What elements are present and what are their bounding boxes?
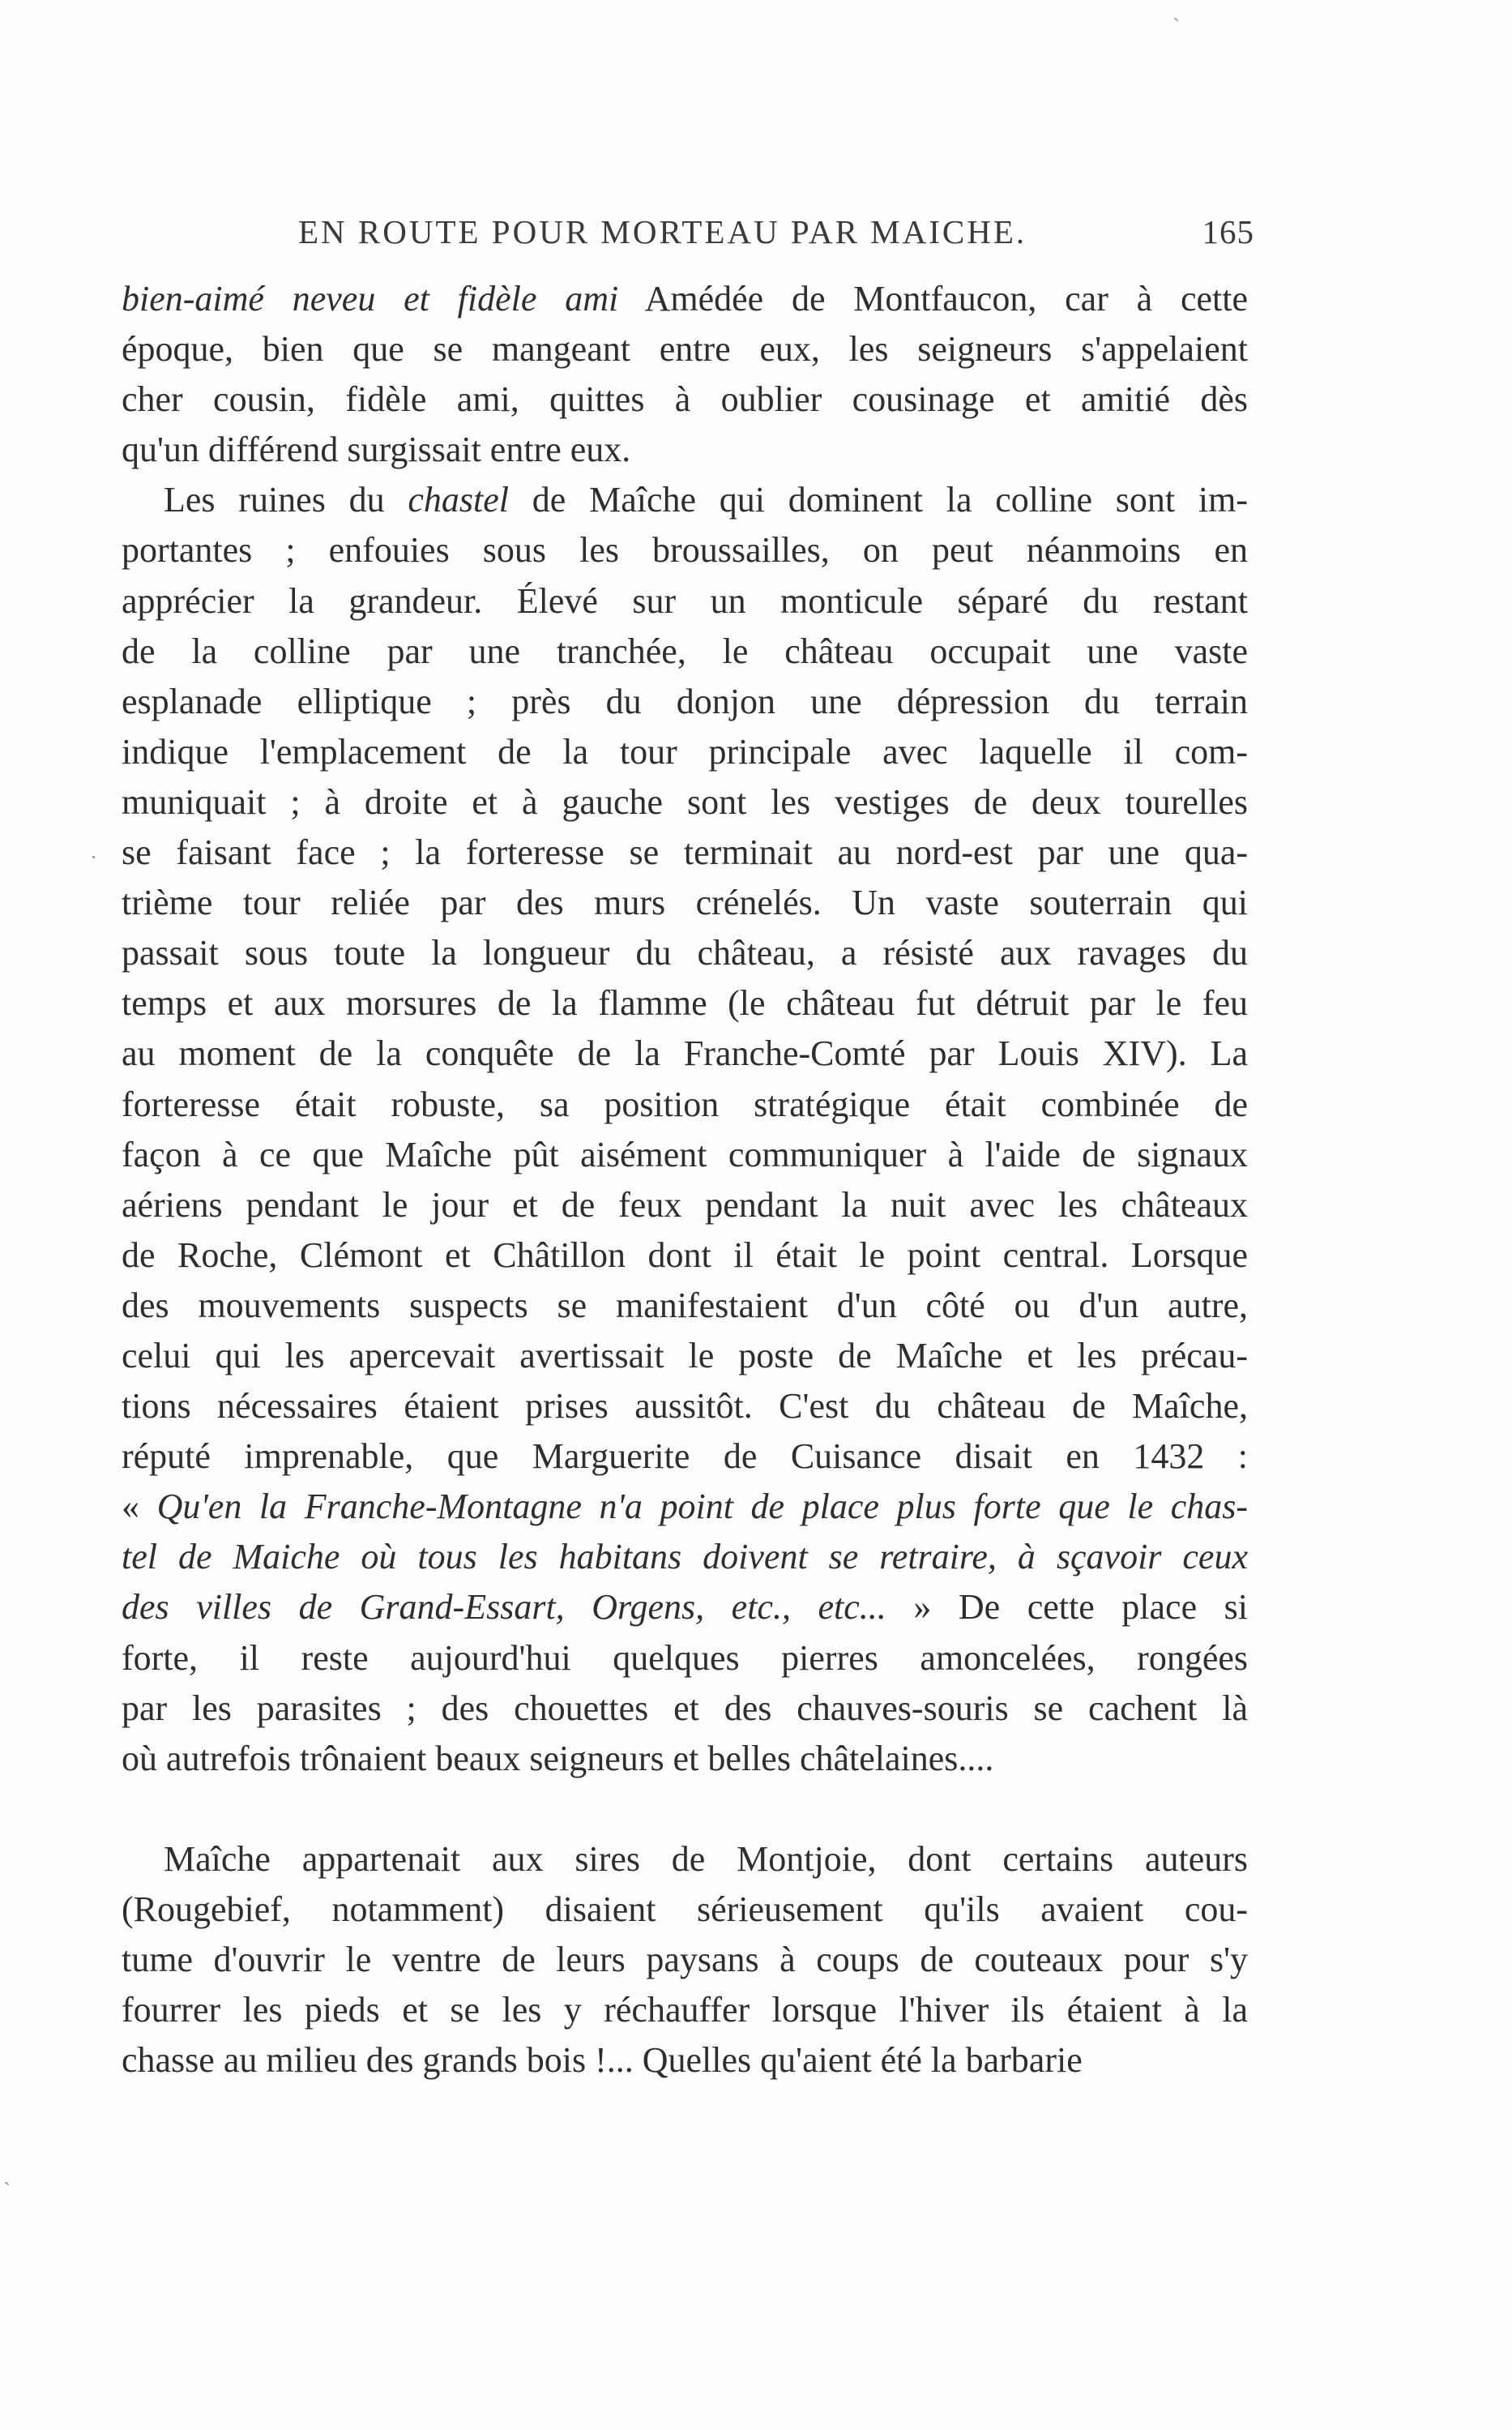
text-run: Amédée de Montfaucon, car à cette	[618, 279, 1249, 319]
text-run: de Maîche qui dominent la colline sont im-	[509, 480, 1249, 520]
italic-text: Qu'en la Franche-Montagne n'a point de place plus forte que le chas-	[156, 1487, 1249, 1527]
text-run: forteresse était robuste, sa position stratégique était combinée de	[122, 1084, 1248, 1124]
text-line	[122, 1935, 1248, 1985]
text-run: portantes ; enfouies sous les broussailles, on peut néanmoins en	[122, 530, 1248, 571]
text-run: » De cette place si	[886, 1587, 1248, 1628]
text-run: tume d'ouvrir le ventre de leurs paysans à coups de couteaux pour s'y	[122, 1940, 1248, 1979]
text-run: par les parasites ; des chouettes et des chauves-souris se cachent là	[122, 1688, 1248, 1728]
text-run: façon à ce que Maîche pût aisément communiquer à l'aide de signaux	[122, 1134, 1248, 1174]
text-run: se faisant face ; la forteresse se terminait au nord-est par une qua-	[122, 832, 1248, 873]
text-run: réputé imprenable, que Marguerite de Cuisance disait en 1432 :	[122, 1436, 1248, 1477]
margin-tick-mark: .	[91, 839, 96, 864]
text-line	[122, 677, 1248, 727]
text-run: époque, bien que se mangeant entre eux, les seigneurs s'appelaient	[122, 329, 1248, 370]
text-line	[122, 1482, 1248, 1532]
text-line	[122, 1633, 1248, 1683]
text-run: des mouvements suspects se manifestaient d'un côté ou d'un autre,	[122, 1285, 1248, 1325]
text-run: tions nécessaires étaient prises aussitôt. C'est du château de Maîche,	[122, 1386, 1248, 1427]
text-line	[122, 525, 1248, 575]
text-run: muniquait ; à droite et à gauche sont les vestiges de deux tourelles	[122, 781, 1248, 822]
text-line	[122, 1431, 1248, 1482]
text-run: passait sous toute la longueur du château, a résisté aux ravages du	[122, 933, 1248, 973]
text-run: indique l'emplacement de la tour principale avec laquelle il com-	[122, 731, 1248, 772]
text-line	[122, 928, 1248, 978]
text-line	[122, 576, 1248, 627]
paragraph-gap	[122, 1784, 1248, 1834]
text-run: celui qui les apercevait avertissait le poste de Maîche et les précau-	[122, 1335, 1248, 1375]
text-run: où autrefois trônaient beaux seigneurs et belles châtelaines....	[122, 1738, 994, 1778]
italic-text: tel de Maiche où tous les habitans doivent se retraire, à sçavoir ceux	[122, 1537, 1248, 1577]
text-line	[122, 1180, 1248, 1230]
text-line	[122, 627, 1248, 677]
margin-tick-mark: ˋ	[3, 2179, 11, 2204]
text-run: cher cousin, fidèle ami, quittes à oublier cousinage et amitié dès	[122, 379, 1248, 420]
text-run: trième tour reliée par des murs crénelés. Un vaste souterrain qui	[122, 883, 1248, 923]
page-number: 165	[1202, 213, 1254, 250]
text-line	[122, 1029, 1248, 1079]
text-run: «	[122, 1487, 157, 1527]
italic-text: chastel	[408, 480, 510, 520]
italic-text: des villes de Grand-Essart, Orgens, etc., etc...	[122, 1587, 886, 1628]
text-run: au moment de la conquête de la Franche-Comté par Louis XIV). La	[122, 1033, 1248, 1074]
text-run: forte, il reste aujourd'hui quelques pierres amoncelées, rongées	[122, 1637, 1248, 1678]
text-line	[122, 425, 1248, 475]
text-run: Les ruines du	[164, 480, 408, 520]
running-title: EN ROUTE POUR MORTEAU PAR MAICHE.	[298, 213, 1027, 250]
text-run: Maîche appartenait aux sires de Montjoie, dont certains auteurs	[164, 1838, 1248, 1879]
text-line	[122, 1281, 1248, 1331]
text-line	[122, 1130, 1248, 1180]
text-line	[122, 727, 1248, 777]
text-line	[122, 1080, 1248, 1130]
text-line	[122, 878, 1248, 928]
text-line	[122, 1331, 1248, 1381]
text-run: fourrer les pieds et se les y réchauffer lorsque l'hiver ils étaient à la	[122, 1990, 1248, 2030]
paragraph	[122, 475, 1248, 1783]
text-line	[122, 978, 1248, 1029]
text-line	[122, 1834, 1248, 1885]
text-run: chasse au milieu des grands bois !... Quelles qu'aient été la barbarie	[122, 2040, 1083, 2081]
text-line	[122, 1532, 1248, 1582]
text-run: de Roche, Clémont et Châtillon dont il était le point central. Lorsque	[122, 1234, 1248, 1275]
text-line	[122, 1230, 1248, 1281]
paragraph	[122, 274, 1248, 475]
text-line	[122, 777, 1248, 828]
text-run: temps et aux morsures de la flamme (le château fut détruit par le feu	[122, 983, 1248, 1024]
text-line	[122, 1985, 1248, 2035]
text-line	[122, 324, 1248, 374]
text-run: aériens pendant le jour et de feux pendant la nuit avec les châteaux	[122, 1184, 1248, 1225]
text-run: esplanade elliptique ; près du donjon une dépression du terrain	[122, 681, 1248, 721]
text-line	[122, 475, 1248, 525]
text-line	[122, 374, 1248, 425]
text-run: (Rougebief, notamment) disaient sérieusement qu'ils avaient cou-	[122, 1889, 1248, 1929]
italic-text: bien-aimé neveu et fidèle ami	[122, 279, 619, 319]
text-line	[122, 2035, 1248, 2086]
text-run: de la colline par une tranchée, le château occupait une vaste	[122, 631, 1248, 671]
text-line	[122, 828, 1248, 878]
text-line	[122, 274, 1248, 324]
margin-tick-mark: ˋ	[1172, 15, 1181, 40]
text-run: apprécier la grandeur. Élevé sur un monticule séparé du restant	[122, 580, 1248, 621]
text-line	[122, 1381, 1248, 1431]
paragraph	[122, 1834, 1248, 2086]
body-text	[122, 274, 1248, 2086]
text-run: qu'un différend surgissait entre eux.	[122, 430, 631, 470]
text-line	[122, 1683, 1248, 1734]
text-line	[122, 1582, 1248, 1632]
running-head	[298, 212, 1254, 261]
text-line	[122, 1734, 1248, 1784]
text-line	[122, 1885, 1248, 1935]
